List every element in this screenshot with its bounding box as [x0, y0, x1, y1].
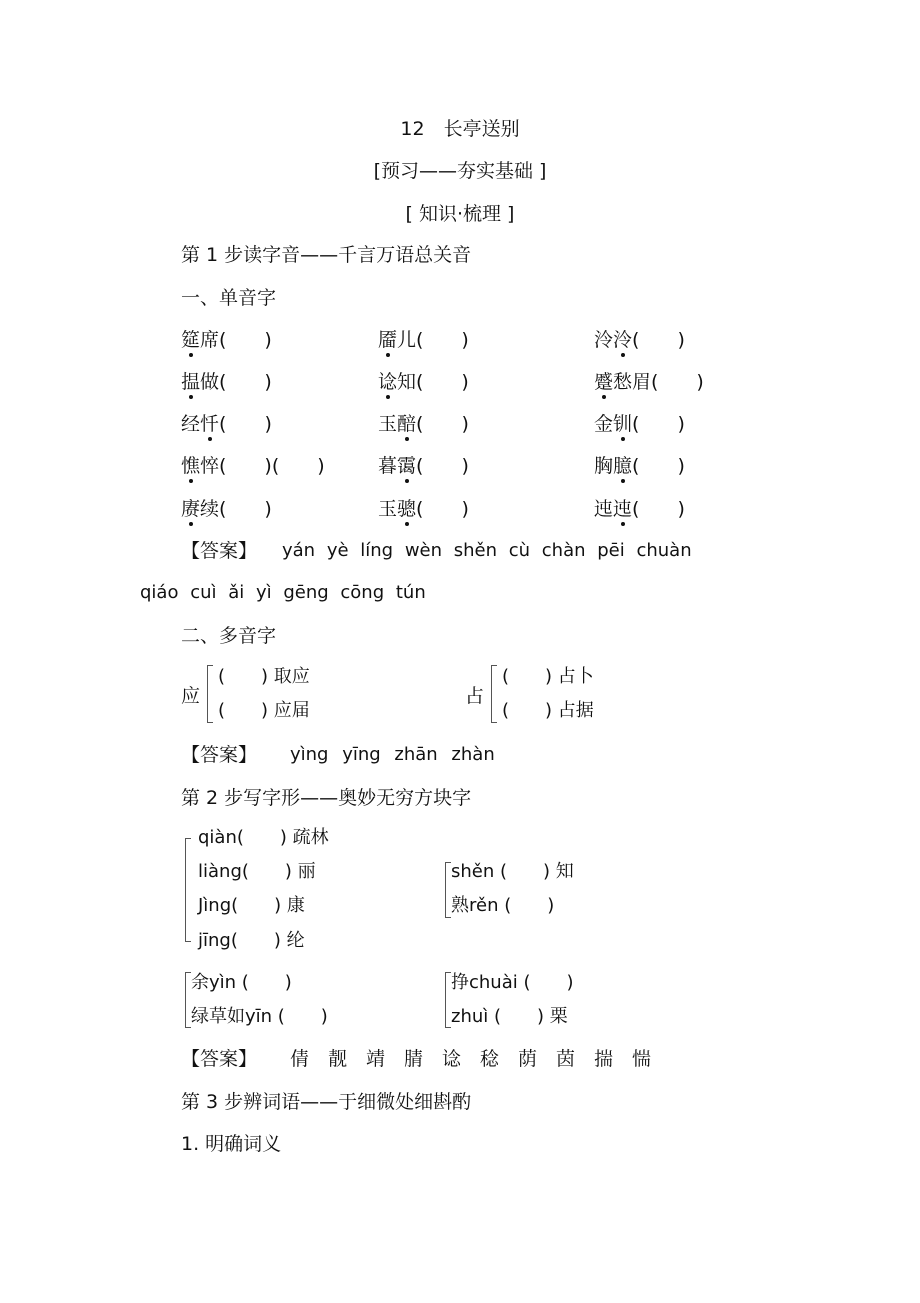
char-suffix: ( ) — [416, 455, 469, 477]
char-suffix: ( ) — [219, 413, 272, 435]
zixing-item: 余yìn ( ) — [191, 972, 292, 993]
zixing-item: shěn ( ) 知 — [451, 861, 574, 882]
zixing-item: liàng( ) 丽 — [198, 861, 316, 882]
single-char-item — [594, 496, 685, 522]
char-suffix: 儿( ) — [397, 329, 469, 351]
single-char-item — [181, 496, 272, 522]
step2-answer-label: 【答案】 — [181, 1048, 258, 1070]
answer-label: 【答案】 — [181, 540, 258, 562]
dotted-char: 臆 — [613, 455, 633, 477]
zixing-item: Jìng( ) 康 — [198, 895, 305, 916]
char-suffix: 做( ) — [200, 371, 272, 393]
dotted-char: 醅 — [397, 413, 417, 435]
single-char-item — [378, 327, 469, 353]
zixing-item: 挣chuài ( ) — [451, 972, 574, 993]
dotted-char: 迍 — [613, 498, 633, 520]
brace-icon — [491, 665, 497, 723]
zixing-item: zhuì ( ) 栗 — [451, 1006, 568, 1027]
char-prefix: 玉 — [378, 498, 398, 520]
zixing-item: 熟rěn ( ) — [451, 895, 555, 916]
answer-pinyin-line2: qiáo cuì ǎi yì gēng cōng tún — [140, 582, 426, 603]
char-suffix: 悴( )( ) — [200, 455, 325, 477]
char-suffix: ( ) — [416, 498, 469, 520]
single-char-item — [378, 453, 469, 479]
char-suffix: 续( ) — [200, 498, 272, 520]
answer-pinyin-line1: yán yè líng wèn shěn cù chàn pēi chuàn — [282, 540, 692, 561]
section-knowledge: [ 知识·梳理 ] — [405, 203, 515, 225]
dotted-char: 忏 — [200, 413, 220, 435]
dotted-char: 谂 — [378, 371, 398, 393]
dotted-char: 蹙 — [594, 371, 614, 393]
step3-sub: 1. 明确词义 — [181, 1133, 282, 1155]
dotted-char: 憔 — [181, 455, 201, 477]
char-prefix: 暮 — [378, 455, 398, 477]
dotted-char: 筵 — [181, 329, 201, 351]
multi-char-ying: 应 — [181, 685, 201, 707]
multi-item: ( ) 取应 — [218, 666, 310, 687]
section-preview: [预习——夯实基础 ] — [373, 160, 547, 182]
brace-icon — [207, 665, 213, 723]
multi-answer: yìng yīng zhān zhàn — [290, 744, 495, 765]
single-char-item — [378, 496, 469, 522]
char-prefix: 金 — [594, 413, 614, 435]
single-char-item — [378, 369, 469, 395]
dotted-char: 霭 — [397, 455, 417, 477]
char-prefix: 经 — [181, 413, 201, 435]
dotted-char: 骢 — [397, 498, 417, 520]
multi-item: ( ) 占据 — [502, 700, 594, 721]
char-prefix: 玉 — [378, 413, 398, 435]
multi-char-zhan: 占 — [465, 685, 485, 707]
page-title: 12 长亭送别 — [400, 118, 520, 140]
brace-icon — [185, 838, 191, 942]
multi-char-heading: 二、多音字 — [181, 625, 277, 647]
step2-heading: 第 2 步写字形——奥妙无穷方块字 — [181, 787, 472, 809]
single-char-heading: 一、单音字 — [181, 287, 277, 309]
multi-item: ( ) 应届 — [218, 700, 310, 721]
char-suffix: ( ) — [632, 413, 685, 435]
char-suffix: ( ) — [632, 498, 685, 520]
char-suffix: 席( ) — [200, 329, 272, 351]
char-suffix: ( ) — [632, 455, 685, 477]
single-char-item — [181, 411, 272, 437]
char-suffix: 知( ) — [397, 371, 469, 393]
zixing-item: qiàn( ) 疏林 — [198, 827, 329, 848]
single-char-item — [181, 369, 272, 395]
step2-answer: 倩 靓 靖 腈 谂 稔 荫 茵 揣 惴 — [290, 1048, 652, 1070]
char-suffix: 愁眉( ) — [613, 371, 704, 393]
zixing-item: jīng( ) 纶 — [198, 930, 305, 951]
char-prefix: 泠 — [594, 329, 614, 351]
step3-heading: 第 3 步辨词语——于细微处细斟酌 — [181, 1091, 472, 1113]
dotted-char: 钏 — [613, 413, 633, 435]
dotted-char: 揾 — [181, 371, 201, 393]
char-suffix: ( ) — [416, 413, 469, 435]
multi-answer-label: 【答案】 — [181, 744, 258, 766]
single-char-item — [594, 453, 685, 479]
step1-heading: 第 1 步读字音——千言万语总关音 — [181, 244, 472, 266]
zixing-item: 绿草如yīn ( ) — [191, 1006, 328, 1027]
dotted-char: 赓 — [181, 498, 201, 520]
char-prefix: 胸 — [594, 455, 614, 477]
single-char-item — [181, 453, 325, 479]
char-suffix: ( ) — [632, 329, 685, 351]
single-char-item — [594, 411, 685, 437]
single-char-item — [594, 327, 685, 353]
single-char-item — [181, 327, 272, 353]
single-char-item — [594, 369, 704, 395]
dotted-char: 泠 — [613, 329, 633, 351]
dotted-char: 靥 — [378, 329, 398, 351]
single-char-item — [378, 411, 469, 437]
multi-item: ( ) 占卜 — [502, 666, 594, 687]
char-prefix: 迍 — [594, 498, 614, 520]
